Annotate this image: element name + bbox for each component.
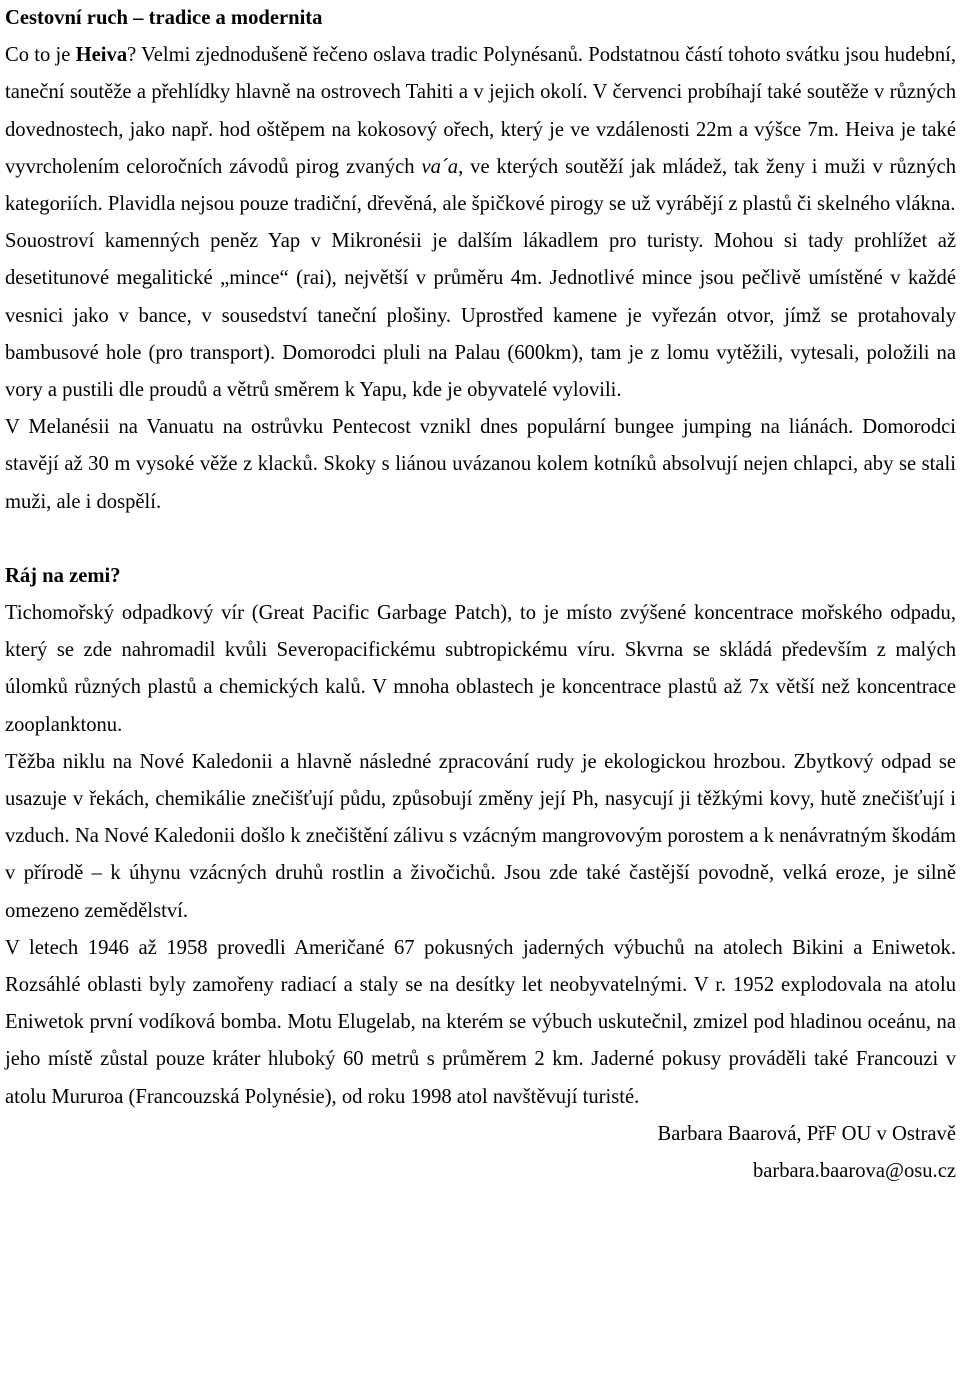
vaa-term: va´a bbox=[421, 155, 459, 178]
paragraph-nickel-mining: Těžba niklu na Nové Kaledonii a hlavně následné zpracování rudy je ekologickou hrozbou. Zbytkový odpad se usazuje v řekách, chemikálie znečišťují půdu, způsobují změny její Ph, nasycují ji těžkými kovy, hutě znečišťují i vzduch. Na Nové Kaledonii došlo k znečištění zálivu s vzácným mangrovovým porostem a k nenávratným škodám v přírodě – k úhynu vzácných druhů rostlin a živočichů. Jsou zde také častější povodně, velká eroze, je silně omezeno zemědělství. bbox=[5, 750, 956, 922]
author-email[interactable]: barbara.baarova@osu.cz bbox=[752, 1160, 956, 1183]
paragraph-nuclear-tests: V letech 1946 až 1958 provedli Američané 67 pokusných jaderných výbuchů na atolech Bikini a Eniwetok. Rozsáhlé oblasti byly zamořeny radiací a staly se na desítky let neobyvatelnými. V r. 1952 explodovala na atolu Eniwetok první vodíková bomba. Motu Elugelab, na kterém se výbuch uskutečnil, zmizel pod hladinou oceánu, na jeho místě zůstal pouze kráter hluboký 60 metrů s průměrem 2 km. Jaderné pokusy prováděli také Francouzi v atolu Mururoa (Francouzská Polynésie), od roku 1998 atol navštěvují turisté. bbox=[5, 936, 956, 1108]
paragraph-garbage-patch: Tichomořský odpadkový vír (Great Pacific Garbage Patch), to je místo zvýšené koncentrace mořského odpadu, který se zde nahromadil kvůli Severopacifickému subtropickému víru. Skvrna se skládá především z malých úlomků různých plastů a chemických kalů. V mnoha oblastech je koncentrace plastů až 7x větší než koncentrace zooplanktonu. bbox=[5, 602, 956, 736]
section-heading-tourism: Cestovní ruch – tradice a modernita bbox=[5, 7, 323, 29]
document-page bbox=[5, 0, 956, 1190]
section-heading-paradise: Ráj na zemi? bbox=[5, 564, 121, 587]
heiva-term: Heiva bbox=[75, 44, 128, 67]
heiva-body-2: , ve kterých soutěží jak mládež, tak ženy i muži v různých kategoriích. Plavidla nejsou pouze tradiční, dřevěná, ale špičkové pirogy se už vyrábějí z plastů či skelného vlákna. bbox=[5, 155, 956, 216]
paragraph-heiva bbox=[5, 37, 956, 223]
paragraph-vanuatu: V Melanésii na Vanuatu na ostrůvku Pentecost vznikl dnes populární bungee jumping na liánách. Domorodci stavějí až 30 m vysoké věže z klacků. Skoky s liánou uvázanou kolem kotníků absolvují nejen chlapci, aby se stali muži, ale i dospělí. bbox=[5, 416, 956, 513]
paragraph-yap: Souostroví kamenných peněz Yap v Mikronésii je dalším lákadlem pro turisty. Mohou si tady prohlížet až desetitunové megalitické „mince“ (rai), největší v průměru 4m. Jednotlivé mince jsou pečlivě umístěné v každé vesnici jako v bance, v sousedství taneční plošiny. Uprostřed kamene je vyřezán otvor, jímž se protahovaly bambusové hole (pro transport). Domorodci pluli na Palau (600km), tam je z lomu vytěžili, vytesali, položili na vory a pustili dle proudů a větrů směrem k Yapu, kde je obyvatelé vylovili. bbox=[5, 230, 956, 402]
heiva-body: ? Velmi zjednodušeně řečeno oslava tradic Polynésanů. Podstatnou částí tohoto svátku jsou hudební, taneční soutěže a přehlídky hlavně na ostrovech Tahiti a v jejich okolí. V červenci probíhají také soutěže v různých dovednostech, jako např. hod oštěpem na kokosový ořech, který je ve vzdálenosti 22m a výšce 7m. Heiva je také vyvrcholením celoročních závodů pirog zvaných bbox=[5, 44, 956, 178]
heiva-intro: Co to je bbox=[5, 44, 76, 67]
section-gap bbox=[5, 521, 956, 558]
author-signature: Barbara Baarová, PřF OU v Ostravě bbox=[657, 1122, 956, 1145]
